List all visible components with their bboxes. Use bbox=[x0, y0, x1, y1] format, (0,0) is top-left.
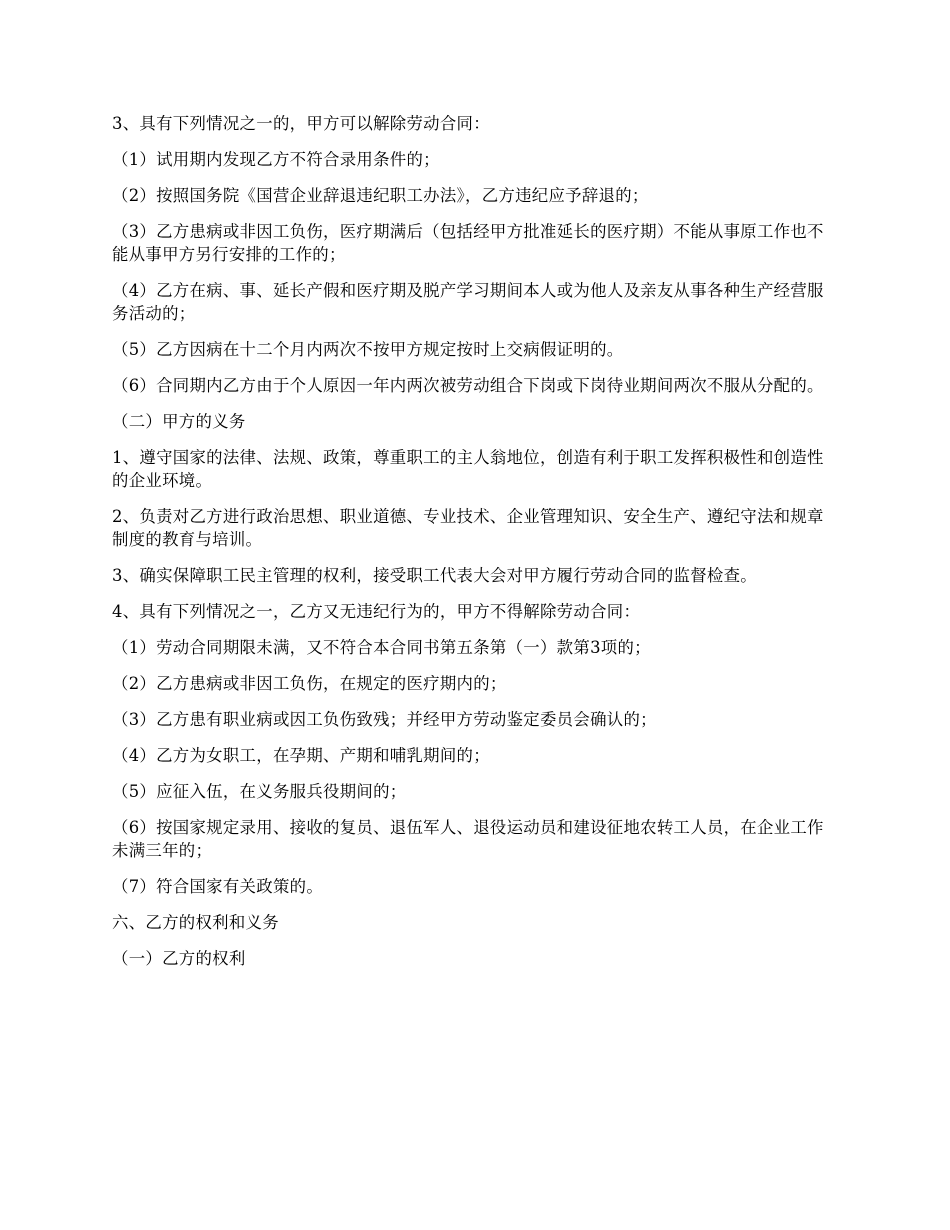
paragraph-item-3: （3）乙方患病或非因工负伤，医疗期满后（包括经甲方批准延长的医疗期）不能从事原工作也不能从事甲方另行安排的工作的； bbox=[112, 222, 824, 264]
paragraph-item-4: （4）乙方在病、事、延长产假和医疗期及脱产学习期间本人或为他人及亲友从事各种生产经营服务活动的； bbox=[112, 281, 824, 323]
paragraph-protected-item-3: （3）乙方患有职业病或因工负伤致残；并经甲方劳动鉴定委员会确认的； bbox=[112, 710, 657, 729]
paragraph-item-6: （6）合同期内乙方由于个人原因一年内两次被劳动组合下岗或下岗待业期间两次不服从分配的。 bbox=[112, 376, 824, 395]
paragraph-item-2: （2）按照国务院《国营企业辞退违纪职工办法》，乙方违纪应予辞退的； bbox=[112, 186, 649, 205]
section-heading-party-a-obligations: （二）甲方的义务 bbox=[112, 412, 246, 431]
paragraph-protected-item-7: （7）符合国家有关政策的。 bbox=[112, 877, 324, 896]
paragraph-protected-item-4: （4）乙方为女职工，在孕期、产期和哺乳期间的； bbox=[112, 746, 490, 765]
paragraph-termination-conditions: 3、具有下列情况之一的，甲方可以解除劳动合同： bbox=[112, 114, 490, 133]
paragraph-obligation-3: 3、确实保障职工民主管理的权利，接受职工代表大会对甲方履行劳动合同的监督检查。 bbox=[112, 566, 757, 585]
paragraph-protected-item-6: （6）按国家规定录用、接收的复员、退伍军人、退役运动员和建设征地农转工人员，在企业工作未满三年的； bbox=[112, 818, 824, 860]
paragraph-obligation-1: 1、遵守国家的法律、法规、政策，尊重职工的主人翁地位，创造有利于职工发挥积极性和创造性的企业环境。 bbox=[112, 448, 824, 490]
paragraph-item-5: （5）乙方因病在十二个月内两次不按甲方规定按时上交病假证明的。 bbox=[112, 340, 624, 359]
document-page bbox=[112, 112, 834, 983]
paragraph-protected-item-1: （1）劳动合同期限未满，又不符合本合同书第五条第（一）款第3项的； bbox=[112, 638, 651, 657]
section-heading-party-b-rights: （一）乙方的权利 bbox=[112, 949, 246, 968]
paragraph-obligation-2: 2、负责对乙方进行政治思想、职业道德、专业技术、企业管理知识、安全生产、遵纪守法和规章制度的教育与培训。 bbox=[112, 507, 824, 549]
paragraph-protected-item-5: （5）应征入伍，在义务服兵役期间的； bbox=[112, 782, 407, 801]
paragraph-protected-item-2: （2）乙方患病或非因工负伤，在规定的医疗期内的； bbox=[112, 674, 507, 693]
section-heading-party-b-rights-obligations: 六、乙方的权利和义务 bbox=[112, 913, 279, 932]
paragraph-obligation-4: 4、具有下列情况之一，乙方又无违纪行为的，甲方不得解除劳动合同： bbox=[112, 602, 641, 621]
paragraph-item-1: （1）试用期内发现乙方不符合录用条件的； bbox=[112, 150, 440, 169]
